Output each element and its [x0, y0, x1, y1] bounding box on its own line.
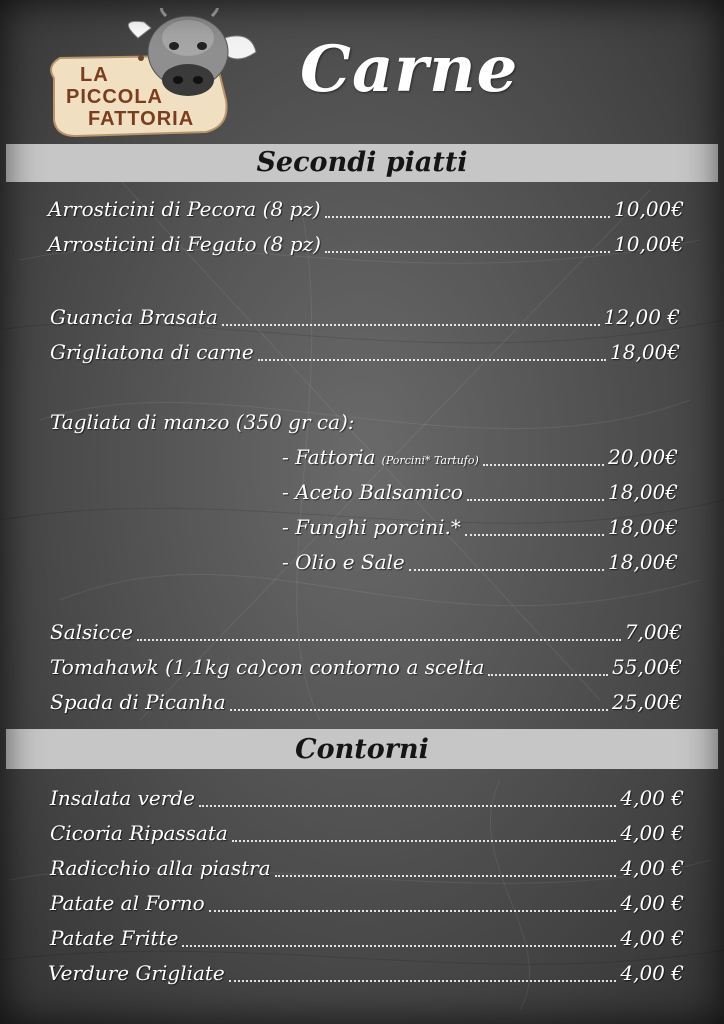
restaurant-logo	[46, 8, 266, 143]
dot-leader	[182, 944, 616, 947]
menu-item-name: Arrosticini di Fegato (8 pz)	[48, 232, 321, 256]
menu-item-price: 4,00 €	[620, 786, 684, 810]
section-heading-secondi: Secondi piatti	[6, 144, 718, 182]
menu-item-price: 12,00 €	[603, 305, 680, 329]
menu-item-price: 4,00 €	[620, 926, 684, 950]
menu-item-name: - Fattoria	[282, 445, 376, 469]
logo-text-line-1: LA	[80, 64, 109, 86]
menu-item-name: Cicoria Ripassata	[50, 821, 228, 845]
menu-item	[48, 961, 684, 989]
menu-item-price: 4,00 €	[620, 856, 684, 880]
menu-item-name: Tomahawk (1,1kg ca)con contorno a scelta	[50, 655, 485, 679]
menu-item	[50, 821, 684, 849]
menu-item	[50, 305, 680, 333]
logo-text-line-3: FATTORIA	[88, 108, 195, 130]
menu-item	[282, 515, 678, 543]
tagliata-heading: Tagliata di manzo (350 gr ca):	[50, 410, 355, 434]
menu-item-note: (Porcini* Tartufo)	[381, 454, 479, 467]
dot-leader	[222, 323, 600, 326]
menu-item-name: - Olio e Sale	[282, 550, 405, 574]
menu-item	[48, 232, 684, 260]
page-title: Carne	[300, 32, 519, 107]
menu-item-price: 10,00€	[614, 197, 684, 221]
dot-leader	[199, 804, 616, 807]
menu-item-price: 4,00 €	[620, 891, 684, 915]
menu-item-name: Guancia Brasata	[50, 305, 218, 329]
menu-item	[50, 655, 682, 683]
dot-leader	[325, 250, 610, 253]
menu-item-price: 10,00€	[614, 232, 684, 256]
menu-item	[50, 891, 684, 919]
dot-leader	[275, 874, 617, 877]
menu-item-name: Arrosticini di Pecora (8 pz)	[48, 197, 321, 221]
dot-leader	[229, 979, 617, 982]
menu-item	[50, 786, 684, 814]
menu-item-price: 4,00 €	[620, 821, 684, 845]
menu-item	[50, 340, 680, 368]
menu-item-name: Verdure Grigliate	[48, 961, 225, 985]
menu-item-price: 4,00 €	[620, 961, 684, 985]
menu-item-price: 18,00€	[608, 515, 678, 539]
dot-leader	[325, 215, 610, 218]
menu-item-name: Grigliatona di carne	[50, 340, 254, 364]
menu-item	[50, 926, 684, 954]
logo-text-line-2: PICCOLA	[66, 86, 163, 108]
menu-item	[48, 197, 684, 225]
menu-item-name: Insalata verde	[50, 786, 195, 810]
menu-item	[282, 480, 678, 508]
dot-leader	[258, 358, 606, 361]
dot-leader	[209, 909, 617, 912]
menu-item-name: - Aceto Balsamico	[282, 480, 463, 504]
dot-leader	[465, 533, 604, 536]
menu-item-name: Patate Fritte	[50, 926, 179, 950]
menu-item	[282, 445, 678, 473]
menu-item-name: Salsicce	[50, 620, 133, 644]
menu-item-price: 25,00€	[612, 690, 682, 714]
menu-item-price: 18,00€	[608, 550, 678, 574]
dot-leader	[483, 463, 604, 466]
menu-item	[50, 856, 684, 884]
dot-leader	[232, 839, 617, 842]
dot-leader	[467, 498, 604, 501]
section-heading-contorni: Contorni	[6, 729, 718, 769]
menu-item-name: - Funghi porcini.*	[282, 515, 461, 539]
menu-item-name: Patate al Forno	[50, 891, 205, 915]
menu-item	[282, 550, 678, 578]
menu-item-name: Spada di Picanha	[50, 690, 226, 714]
dot-leader	[488, 673, 608, 676]
dot-leader	[137, 638, 621, 641]
menu-item-price: 18,00€	[608, 480, 678, 504]
menu-item-price: 55,00€	[612, 655, 682, 679]
menu-item-price: 7,00€	[624, 620, 682, 644]
menu-item-price: 18,00€	[610, 340, 680, 364]
menu-item	[50, 690, 682, 718]
dot-leader	[409, 568, 604, 571]
menu-item-price: 20,00€	[608, 445, 678, 469]
dot-leader	[230, 708, 608, 711]
menu-item-name: Radicchio alla piastra	[50, 856, 271, 880]
menu-item	[50, 620, 682, 648]
